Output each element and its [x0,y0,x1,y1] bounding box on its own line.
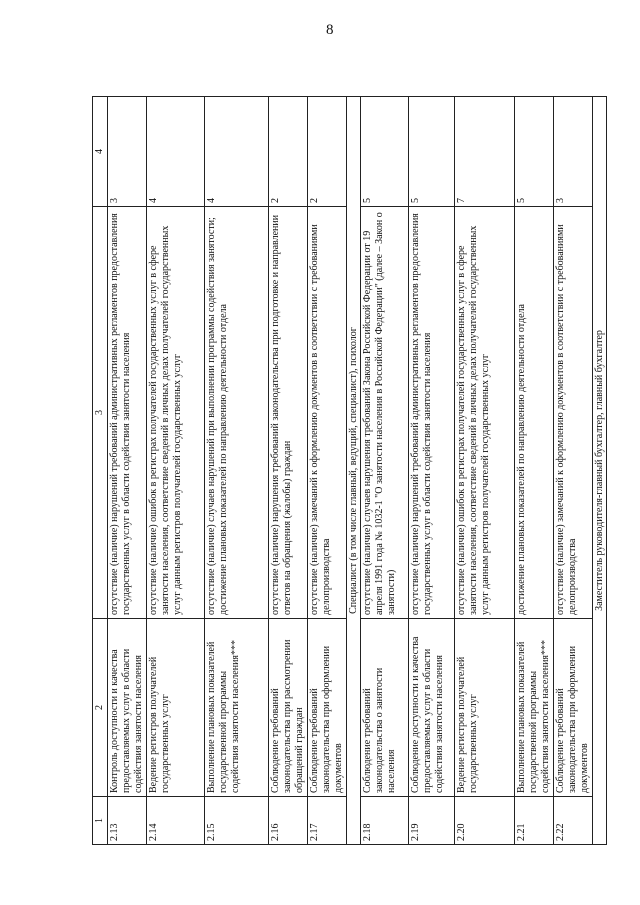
indicator-name: Ведение регистров получателей государственных услуг [147,619,205,797]
indicator-score: 7 [455,97,515,207]
row-number: 2.15 [205,797,269,845]
indicator-score: 5 [409,97,455,207]
indicator-name: Соблюдение требований законодательства при рассмотрении обращений граждан [269,619,308,797]
table-row [269,97,308,845]
header-col-1: 1 [93,797,108,845]
indicator-criteria: отсутствие (наличие) нарушения требований законодательства при подготовке и направлении ответов на обращения (жалобы) граждан [269,207,308,619]
table-row [409,97,455,845]
indicator-name: Контроль доступности и качества предоставляемых услуг в области содействия занятости населения [108,619,147,797]
indicator-criteria: достижение плановых показателей по направлению деятельности отдела [515,207,554,619]
row-number: 2.21 [515,797,554,845]
indicator-score: 2 [308,97,347,207]
indicator-criteria: отсутствие (наличие) замечаний к оформлению документов в соответствии с требованиями делопроизводства [308,207,347,619]
row-number: 2.20 [455,797,515,845]
indicator-score: 3 [554,97,593,207]
indicator-name: Соблюдение требований законодательства при оформлении документов [554,619,593,797]
indicator-score: 5 [361,97,409,207]
row-number: 2.19 [409,797,455,845]
table-row [205,97,269,845]
table-row [361,97,409,845]
indicator-name: Ведение регистров получателей государственных услуг [455,619,515,797]
indicator-score: 2 [269,97,308,207]
indicator-score: 4 [147,97,205,207]
table-row [515,97,554,845]
table-row [108,97,147,845]
indicator-score: 5 [515,97,554,207]
row-number: 2.18 [361,797,409,845]
table-row [455,97,515,845]
table-header-row [93,97,108,845]
indicator-name: Выполнение плановых показателей государственной программы содействия занятости населения*** [205,619,269,797]
section-row [593,97,607,845]
indicator-name: Соблюдение требований законодательства при оформлении документов [308,619,347,797]
page-number: 8 [326,22,334,38]
section-row [347,97,361,845]
section-title: Заместитель руководителя-главный бухгалтер, главный бухгалтер [593,97,607,845]
table-row [554,97,593,845]
indicator-criteria: отсутствие (наличие) замечаний к оформлению документов в соответствии с требованиями делопроизводства [554,207,593,619]
row-number: 2.22 [554,797,593,845]
header-col-2: 2 [93,619,108,797]
header-col-4: 4 [93,97,108,207]
row-number: 2.13 [108,797,147,845]
row-number: 2.14 [147,797,205,845]
indicator-name: Выполнение плановых показателей государственной программы содействия занятости населения*** [515,619,554,797]
indicator-name: Соблюдение требований законодательства о занятости населения [361,619,409,797]
header-col-3: 3 [93,207,108,619]
indicator-criteria: отсутствие (наличие) ошибок в регистрах получателей государственных услуг в сфере занятости населения, соответствие сведений в личных делах получателей государственных услуг данным регистров получателей государственных услуг [147,207,205,619]
section-title: Специалист (в том числе главный, ведущий, специалист), психолог [347,97,361,845]
row-number: 2.17 [308,797,347,845]
criteria-table [92,96,607,845]
indicator-score: 3 [108,97,147,207]
indicator-criteria: отсутствие (наличие) нарушений требований административных регламентов предоставления государственных услуг в области содействия занятости населения [108,207,147,619]
indicator-criteria: отсутствие (наличие) случаев нарушения требований Закона Российской Федерации от 19 апреля 1991 года № 1032-1 "О занятости населения в Российской Федерации" (далее – Закон о занятости) [361,207,409,619]
table-row [147,97,205,845]
indicator-score: 4 [205,97,269,207]
indicator-criteria: отсутствие (наличие) нарушений требований административных регламентов предоставления государственных услуг в области содействия занятости населения [409,207,455,619]
rotated-table-wrapper [92,97,605,845]
indicator-criteria: отсутствие (наличие) ошибок в регистрах получателей государственных услуг в сфере занятости населения, соответствие сведений в личных делах получателей государственных услуг данным регистров получателей государственных услуг [455,207,515,619]
table-row [308,97,347,845]
indicator-criteria: отсутствие (наличие) случаев нарушений при выполнении программы содействия занятости; достижение плановых показателей по направлению деятельности отдела [205,207,269,619]
row-number: 2.16 [269,797,308,845]
indicator-name: Соблюдение доступности и качества предоставляемых услуг в области содействия занятости населения [409,619,455,797]
